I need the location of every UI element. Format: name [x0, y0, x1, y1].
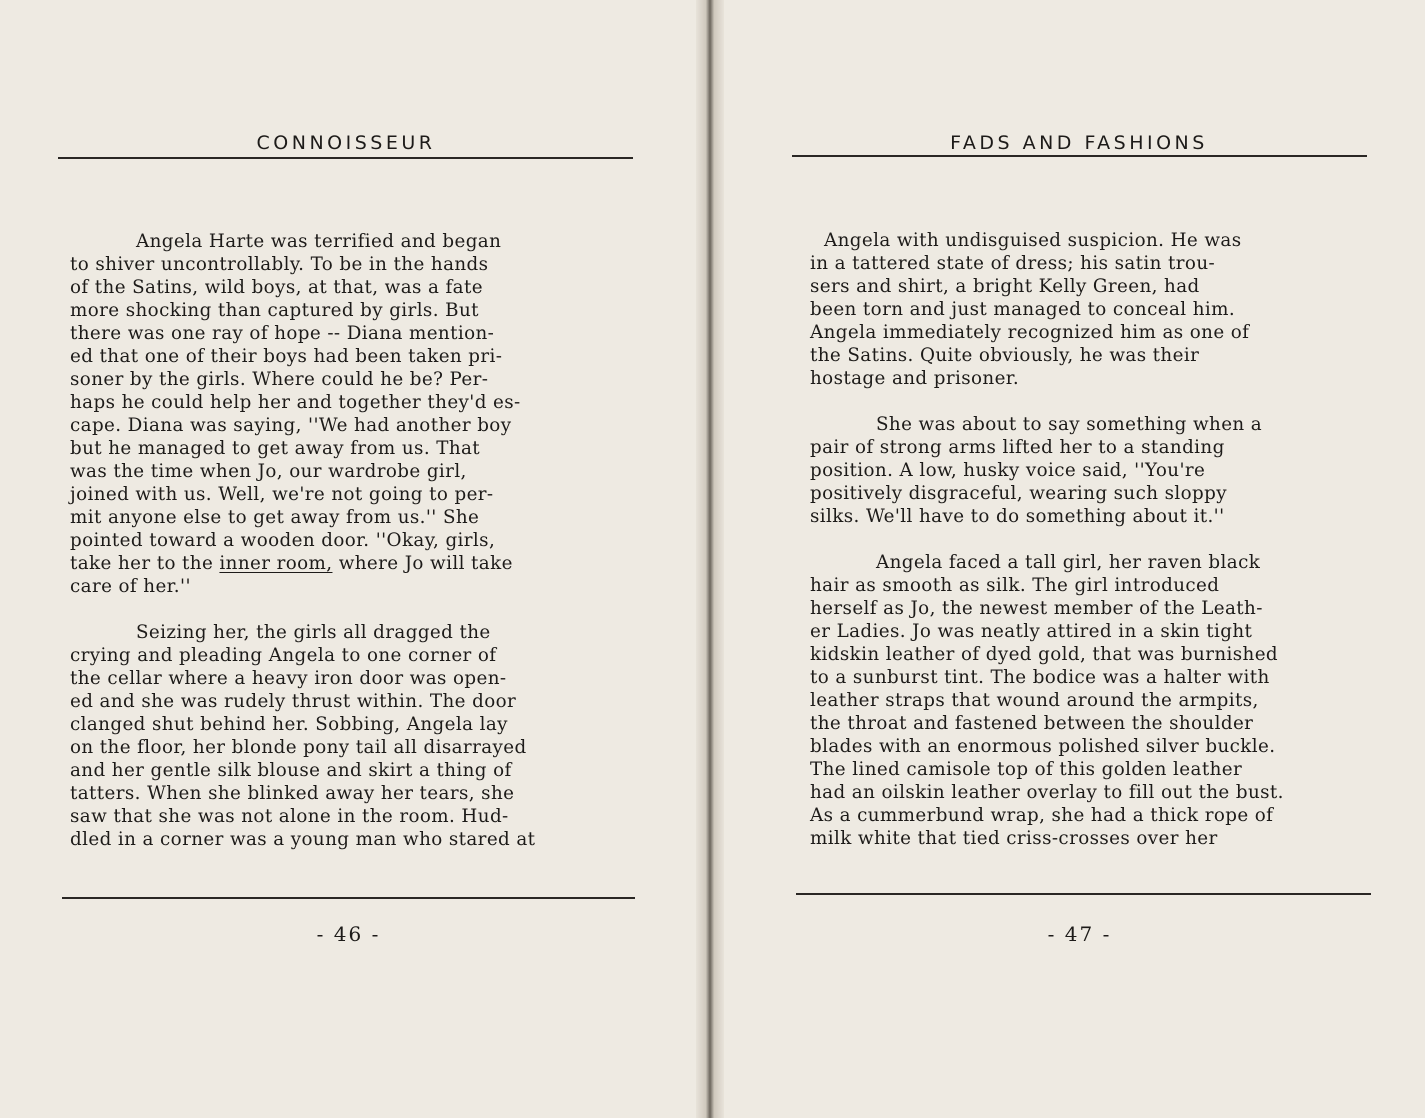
right-page: [712, 0, 1425, 1118]
text-line: was the time when Jo, our wardrobe girl,: [70, 461, 467, 482]
text-line: had an oilskin leather overlay to fill out the bust.: [810, 782, 1284, 803]
text-line: Seizing her, the girls all dragged the: [136, 622, 491, 643]
text-line: there was one ray of hope -- Diana mention-: [70, 323, 495, 344]
left-page: [0, 0, 708, 1118]
text-line: positively disgraceful, wearing such sloppy: [810, 483, 1227, 504]
text-line: milk white that tied criss-crosses over her: [810, 828, 1218, 849]
text-line: Angela faced a tall girl, her raven black: [876, 552, 1261, 573]
underlined-phrase: inner room,: [219, 553, 333, 574]
text-line: As a cummerbund wrap, she had a thick rope of: [810, 805, 1274, 826]
text-line: dled in a corner was a young man who stared at: [70, 829, 536, 850]
right-footer-rule: [796, 893, 1371, 895]
text-line: She was about to say something when a: [876, 414, 1263, 435]
text-line: The lined camisole top of this golden leather: [810, 759, 1243, 780]
book-gutter: [696, 0, 724, 1118]
text-line: Angela Harte was terrified and began: [136, 231, 502, 252]
text-line: mit anyone else to get away from us.'' She: [70, 507, 480, 528]
text-line: more shocking than captured by girls. But: [70, 300, 479, 321]
text-line: herself as Jo, the newest member of the Leath-: [810, 598, 1263, 619]
text-line: joined with us. Well, we're not going to per-: [70, 484, 494, 505]
paragraph: [70, 230, 670, 598]
text-fragment: take her to the: [70, 553, 220, 574]
text-line: on the floor, her blonde pony tail all disarrayed: [70, 737, 527, 758]
text-line: sers and shirt, a bright Kelly Green, had: [810, 276, 1200, 297]
text-line: tatters. When she blinked away her tears, she: [70, 783, 515, 804]
paragraph: [70, 621, 670, 851]
text-line: silks. We'll have to do something about it.'': [810, 506, 1225, 527]
text-line: blades with an enormous polished silver buckle.: [810, 736, 1276, 757]
text-line: Angela immediately recognized him as one of: [810, 322, 1250, 343]
text-line: hair as smooth as silk. The girl introduced: [810, 575, 1220, 596]
text-fragment: where Jo will take: [332, 553, 513, 574]
left-page-number: - 46 -: [316, 922, 381, 946]
text-line: leather straps that wound around the armpits,: [810, 690, 1259, 711]
text-line: er Ladies. Jo was neatly attired in a skin tight: [810, 621, 1253, 642]
text-line: to shiver uncontrollably. To be in the hands: [70, 254, 489, 275]
text-line: in a tattered state of dress; his satin trou-: [810, 253, 1216, 274]
text-line: been torn and just managed to conceal him.: [810, 299, 1236, 320]
paragraph: [810, 229, 1410, 390]
paragraph: [810, 413, 1410, 528]
text-line: [70, 552, 670, 575]
right-body-text: [810, 229, 1410, 873]
text-line: care of her.'': [70, 576, 191, 597]
text-line: hostage and prisoner.: [810, 368, 1020, 389]
text-line: the throat and fastened between the shoulder: [810, 713, 1254, 734]
left-body-text: [70, 230, 670, 874]
text-line: position. A low, husky voice said, ''You're: [810, 460, 1206, 481]
text-line: the cellar where a heavy iron door was open-: [70, 668, 507, 689]
right-page-number: - 47 -: [1047, 922, 1112, 946]
text-line: but he managed to get away from us. That: [70, 438, 481, 459]
text-line: cape. Diana was saying, ''We had another boy: [70, 415, 512, 436]
left-header-rule: [58, 157, 633, 159]
text-line: crying and pleading Angela to one corner of: [70, 645, 497, 666]
text-line: and her gentle silk blouse and skirt a thing of: [70, 760, 512, 781]
text-line: pointed toward a wooden door. ''Okay, girls,: [70, 530, 496, 551]
text-line: haps he could help her and together they'd es-: [70, 392, 521, 413]
right-header-rule: [792, 155, 1367, 157]
text-line: kidskin leather of dyed gold, that was burnished: [810, 644, 1279, 665]
text-line: pair of strong arms lifted her to a standing: [810, 437, 1225, 458]
text-line: of the Satins, wild boys, at that, was a fate: [70, 277, 483, 298]
text-line: Angela with undisguised suspicion. He was: [824, 230, 1242, 251]
left-footer-rule: [62, 897, 635, 899]
text-line: clanged shut behind her. Sobbing, Angela lay: [70, 714, 508, 735]
left-running-header: CONNOISSEUR: [256, 132, 436, 154]
text-line: to a sunburst tint. The bodice was a halter with: [810, 667, 1270, 688]
right-running-header: FADS AND FASHIONS: [950, 132, 1208, 154]
text-line: soner by the girls. Where could he be? Per-: [70, 369, 489, 390]
paragraph: [810, 551, 1410, 850]
text-line: ed and she was rudely thrust within. The door: [70, 691, 517, 712]
text-line: saw that she was not alone in the room. Hud-: [70, 806, 509, 827]
text-line: the Satins. Quite obviously, he was their: [810, 345, 1200, 366]
text-line: ed that one of their boys had been taken pri-: [70, 346, 503, 367]
